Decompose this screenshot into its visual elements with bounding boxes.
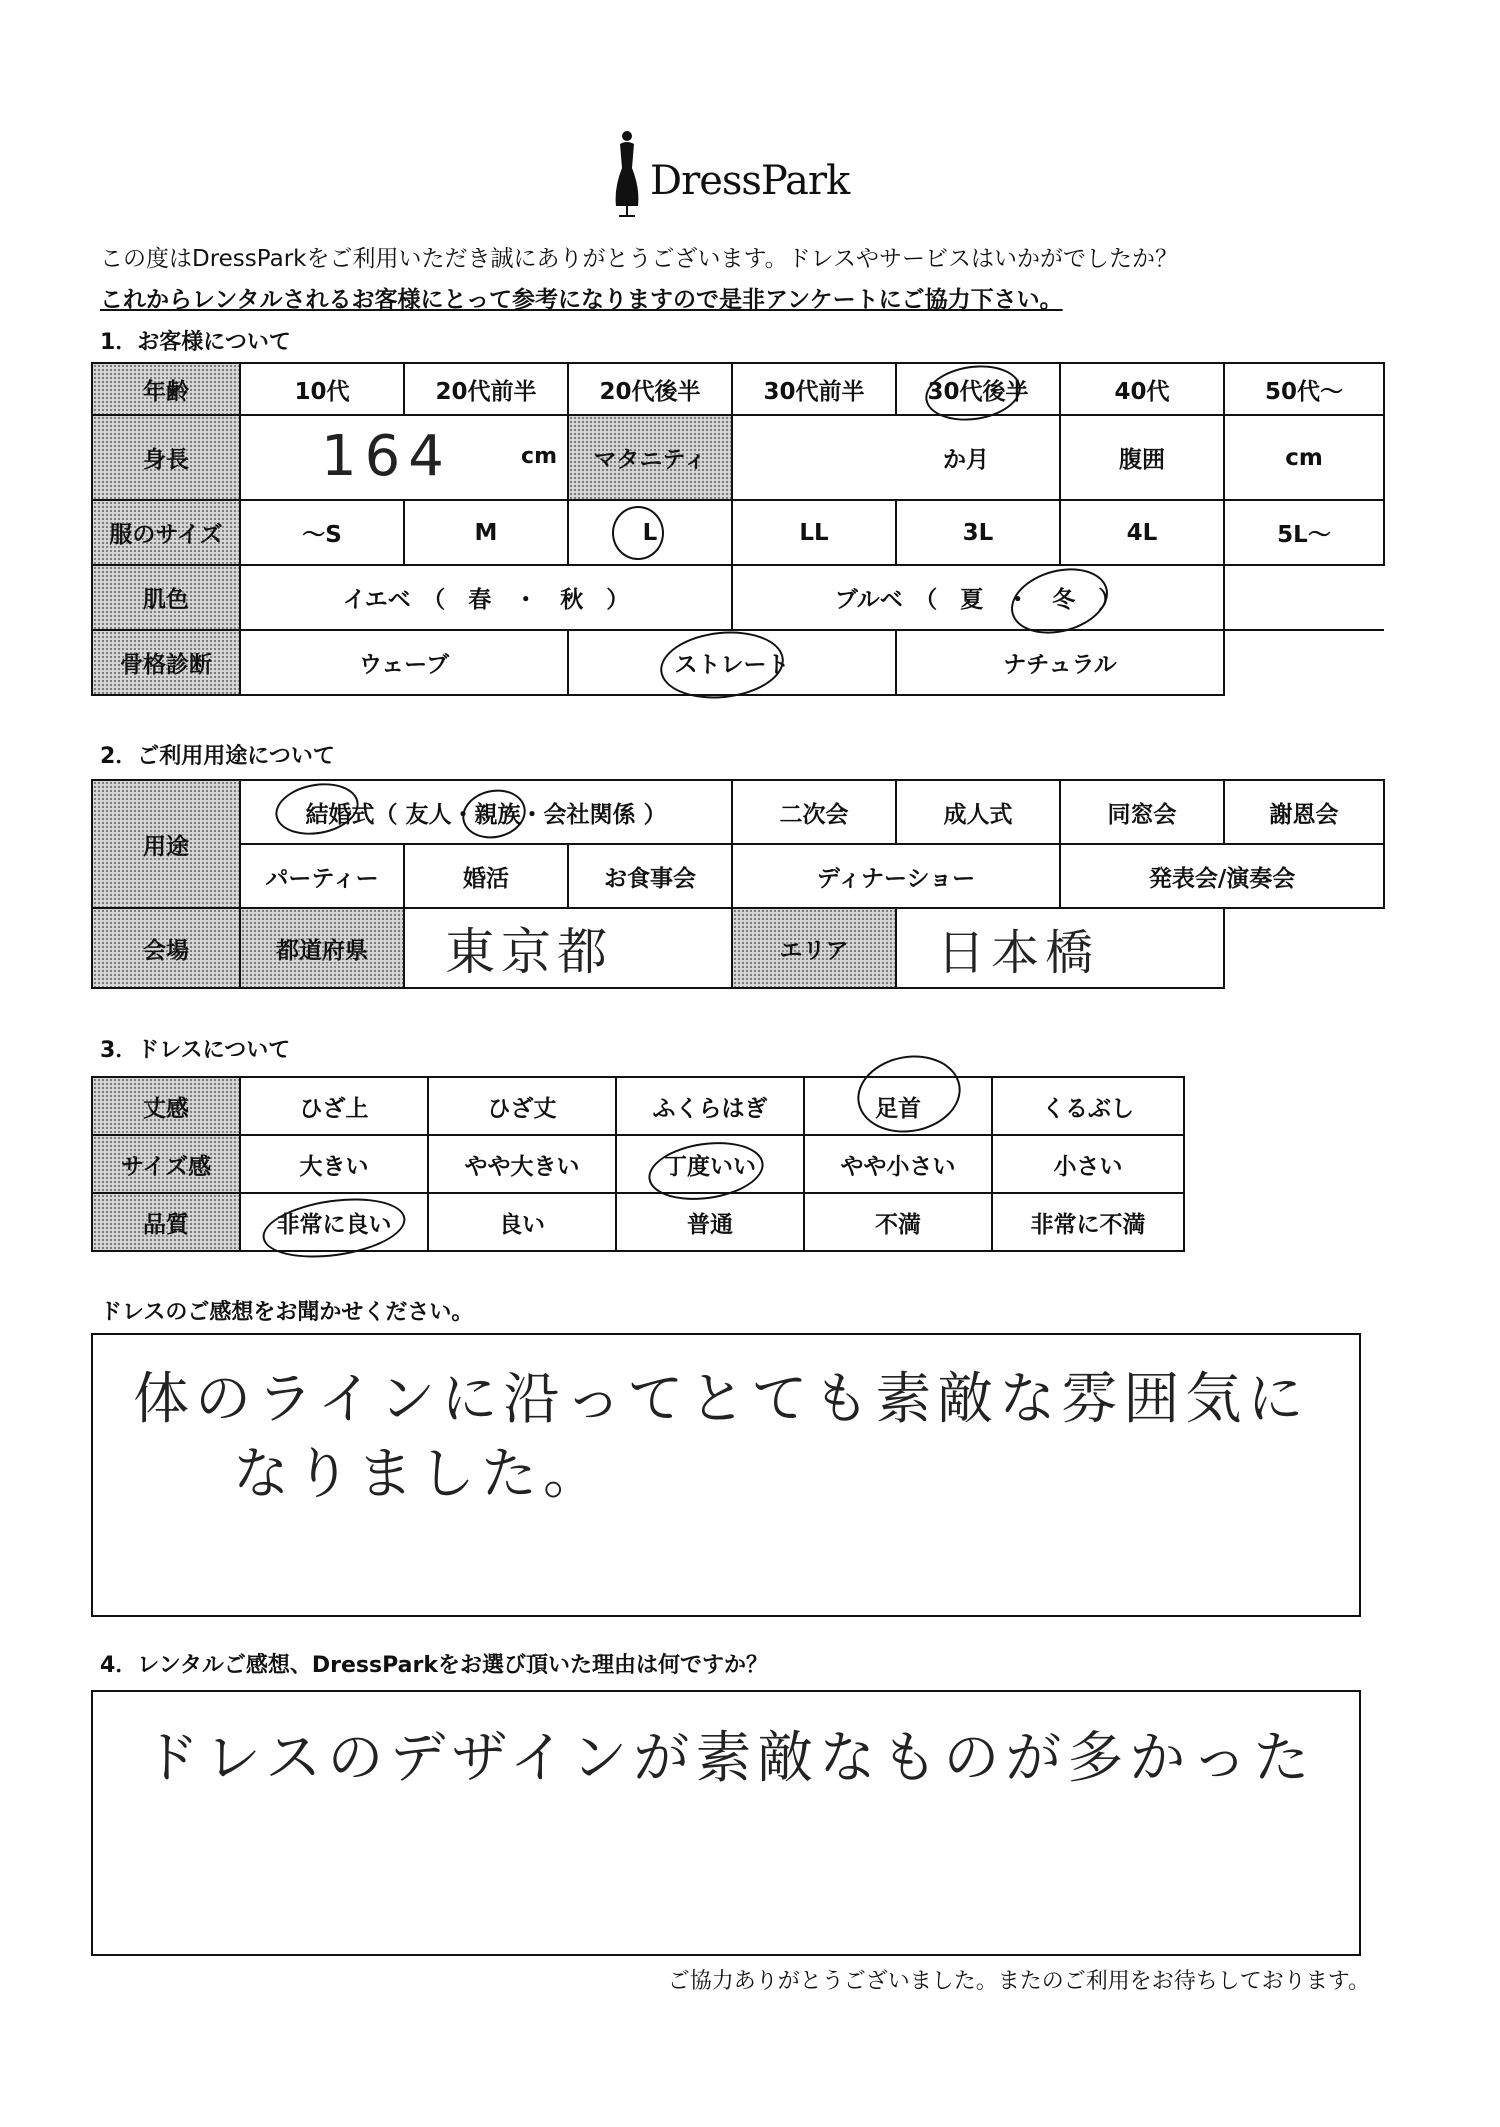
purpose-option[interactable]: 発表会/演奏会 bbox=[1060, 844, 1384, 908]
reason-box[interactable] bbox=[91, 1690, 1361, 1956]
size-label: 服のサイズ bbox=[92, 500, 240, 565]
size-option-selected[interactable]: L bbox=[568, 500, 732, 565]
purpose-row-2 bbox=[92, 844, 1384, 908]
size-option[interactable]: LL bbox=[732, 500, 896, 565]
waist-unit: cm bbox=[1285, 444, 1323, 471]
area-value: 日本橋 bbox=[937, 924, 1100, 981]
pref-value: 東京都 bbox=[445, 923, 613, 981]
length-option[interactable]: ふくらはぎ bbox=[616, 1077, 804, 1135]
purpose-wedding[interactable]: 結婚式（ 友人・親族・会社関係 ） bbox=[240, 780, 732, 844]
section-3-title: 3．ドレスについて bbox=[100, 1038, 291, 1063]
maternity-months-field[interactable] bbox=[732, 415, 1060, 500]
purpose-option[interactable]: ディナーショー bbox=[732, 844, 1060, 908]
reason-text: ドレスのデザインが素敵なものが多かった bbox=[143, 1726, 1316, 1791]
size-option[interactable]: 5L～ bbox=[1224, 500, 1384, 565]
quality-option[interactable]: 不満 bbox=[804, 1193, 992, 1251]
size-option[interactable]: 4L bbox=[1060, 500, 1224, 565]
section-4-title: 4．レンタルご感想、DressParkをお選び頂いた理由は何ですか？ bbox=[100, 1653, 768, 1678]
height-field[interactable] bbox=[240, 415, 568, 500]
age-option[interactable]: 40代 bbox=[1060, 363, 1224, 415]
size-row bbox=[92, 500, 1384, 565]
fit-option[interactable]: 大きい bbox=[240, 1135, 428, 1193]
purpose-label: 用途 bbox=[92, 780, 240, 908]
bone-empty-cell bbox=[1224, 630, 1384, 695]
impression-line-2: なりました。 bbox=[233, 1442, 605, 1507]
intro-line-2: これからレンタルされるお客様にとって参考になりますので是非アンケートにご協力下さい。 bbox=[100, 287, 1063, 313]
length-row bbox=[92, 1077, 1184, 1135]
skin-blue-option[interactable]: ブルベ （ 夏 ・ 冬 ） bbox=[732, 565, 1224, 630]
purpose-option[interactable]: 成人式 bbox=[896, 780, 1060, 844]
purpose-option[interactable]: 婚活 bbox=[404, 844, 568, 908]
months-unit: か月 bbox=[943, 447, 989, 473]
fit-option[interactable]: やや大きい bbox=[428, 1135, 616, 1193]
length-label: 丈感 bbox=[92, 1077, 240, 1135]
purpose-option[interactable]: 謝恩会 bbox=[1224, 780, 1384, 844]
length-option[interactable]: ひざ上 bbox=[240, 1077, 428, 1135]
skin-yellow-option[interactable]: イエベ （ 春 ・ 秋 ） bbox=[240, 565, 732, 630]
venue-row bbox=[92, 908, 1384, 988]
impression-line-1: 体のラインに沿ってとても素敵な雰囲気に bbox=[133, 1367, 1310, 1432]
quality-label: 品質 bbox=[92, 1193, 240, 1251]
dresspark-logo bbox=[610, 128, 870, 223]
bone-row bbox=[92, 630, 1384, 695]
dress-form-icon bbox=[610, 128, 644, 218]
age-option[interactable]: 20代前半 bbox=[404, 363, 568, 415]
purpose-option[interactable]: 同窓会 bbox=[1060, 780, 1224, 844]
impression-box[interactable] bbox=[91, 1333, 1361, 1617]
fit-option-selected[interactable]: 丁度いい bbox=[616, 1135, 804, 1193]
venue-label: 会場 bbox=[92, 908, 240, 988]
purpose-table bbox=[91, 779, 1385, 989]
height-row bbox=[92, 415, 1384, 500]
section-2-title: 2．ご利用用途について bbox=[100, 744, 335, 769]
fit-option[interactable]: 小さい bbox=[992, 1135, 1184, 1193]
pref-label: 都道府県 bbox=[240, 908, 404, 988]
quality-option[interactable]: 良い bbox=[428, 1193, 616, 1251]
age-row bbox=[92, 363, 1384, 415]
bone-label: 骨格診断 bbox=[92, 630, 240, 695]
length-option[interactable]: ひざ丈 bbox=[428, 1077, 616, 1135]
quality-option-selected[interactable]: 非常に良い bbox=[240, 1193, 428, 1251]
bone-option[interactable]: ナチュラル bbox=[896, 630, 1224, 695]
age-label: 年齢 bbox=[92, 363, 240, 415]
impression-prompt: ドレスのご感想をお聞かせください。 bbox=[100, 1300, 474, 1325]
age-option[interactable]: 30代前半 bbox=[732, 363, 896, 415]
dress-table bbox=[91, 1076, 1185, 1252]
customer-table bbox=[91, 362, 1385, 696]
venue-empty-cell bbox=[1224, 908, 1384, 988]
age-option[interactable]: 10代 bbox=[240, 363, 404, 415]
size-option[interactable]: 3L bbox=[896, 500, 1060, 565]
size-option[interactable]: ～S bbox=[240, 500, 404, 565]
skin-label: 肌色 bbox=[92, 565, 240, 630]
footer-thanks: ご協力ありがとうございました。またのご利用をお待ちしております。 bbox=[667, 1969, 1370, 1994]
bone-option-selected[interactable]: ストレート bbox=[568, 630, 896, 695]
quality-option[interactable]: 普通 bbox=[616, 1193, 804, 1251]
purpose-option[interactable]: お食事会 bbox=[568, 844, 732, 908]
height-value: 164 bbox=[321, 424, 452, 489]
size-option[interactable]: M bbox=[404, 500, 568, 565]
waist-label: 腹囲 bbox=[1060, 415, 1224, 500]
fit-label: サイズ感 bbox=[92, 1135, 240, 1193]
skin-row bbox=[92, 565, 1384, 630]
purpose-option[interactable]: パーティー bbox=[240, 844, 404, 908]
height-label: 身長 bbox=[92, 415, 240, 500]
intro-line-1: この度はDressParkをご利用いただき誠にありがとうございます。ドレスやサービスはいかがでしたか？ bbox=[100, 246, 1178, 272]
waist-field[interactable] bbox=[1224, 415, 1384, 500]
length-option-selected[interactable]: 足首 bbox=[804, 1077, 992, 1135]
quality-row bbox=[92, 1193, 1184, 1251]
area-field[interactable] bbox=[896, 908, 1224, 988]
area-label: エリア bbox=[732, 908, 896, 988]
maternity-label: マタニティ bbox=[568, 415, 732, 500]
age-option-selected[interactable]: 30代後半 bbox=[896, 363, 1060, 415]
skin-empty-cell bbox=[1224, 565, 1384, 630]
height-unit: cm bbox=[521, 444, 557, 469]
purpose-option[interactable]: 二次会 bbox=[732, 780, 896, 844]
age-option[interactable]: 50代～ bbox=[1224, 363, 1384, 415]
quality-option[interactable]: 非常に不満 bbox=[992, 1193, 1184, 1251]
brand-name: DressPark bbox=[650, 158, 850, 204]
bone-option[interactable]: ウェーブ bbox=[240, 630, 568, 695]
fit-option[interactable]: やや小さい bbox=[804, 1135, 992, 1193]
purpose-row-1 bbox=[92, 780, 1384, 844]
section-1-title: 1．お客様について bbox=[100, 330, 291, 355]
age-option[interactable]: 20代後半 bbox=[568, 363, 732, 415]
pref-field[interactable] bbox=[404, 908, 732, 988]
fit-row bbox=[92, 1135, 1184, 1193]
length-option[interactable]: くるぶし bbox=[992, 1077, 1184, 1135]
